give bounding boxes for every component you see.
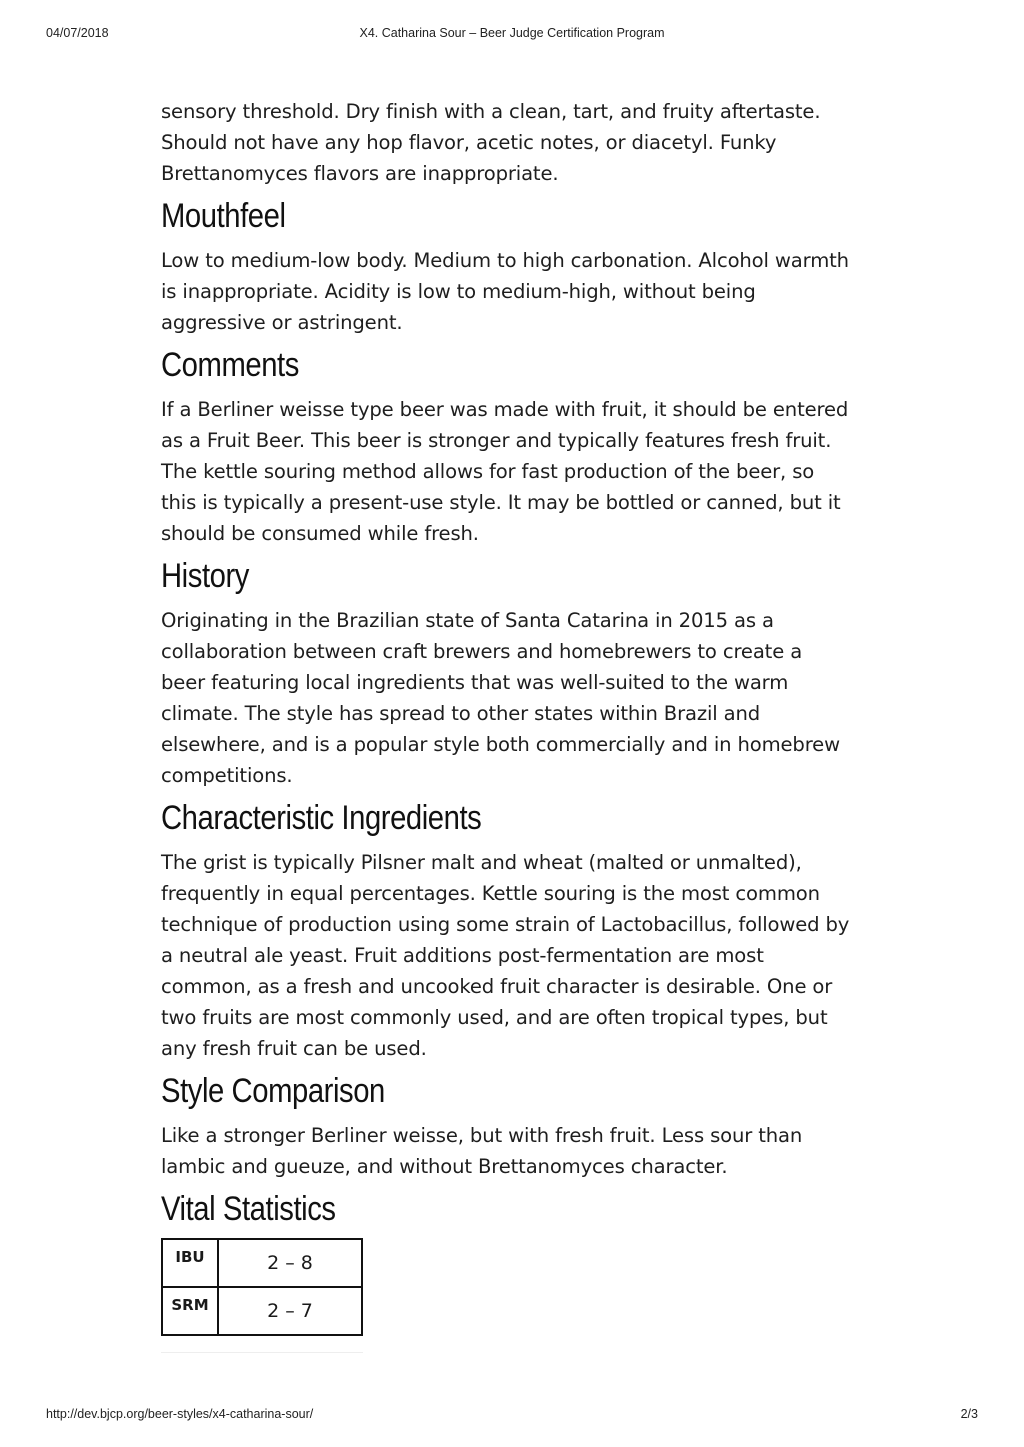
- vital-statistics-table: [161, 1238, 363, 1336]
- mouthfeel-paragraph: Low to medium-low body. Medium to high carbonation. Alcohol warmth is inappropriate. Acidity is low to medium-high, without being aggressive or astringent.: [161, 249, 849, 334]
- table-row: [162, 1287, 362, 1335]
- divider: [161, 1352, 363, 1353]
- heading-style-comparison: Style Comparison: [161, 1072, 385, 1110]
- print-date: 04/07/2018: [46, 26, 109, 40]
- ibu-value: 2 – 8: [218, 1239, 362, 1287]
- heading-comments: Comments: [161, 346, 299, 384]
- page-url-link[interactable]: http://dev.bjcp.org/beer-styles/x4-catharina-sour/: [46, 1407, 314, 1421]
- intro-paragraph: sensory threshold. Dry finish with a clean, tart, and fruity aftertaste. Should not have any hop flavor, acetic notes, or diacetyl. Funky Brettanomyces flavors are inappropriate.: [161, 100, 821, 185]
- heading-mouthfeel: Mouthfeel: [161, 197, 286, 235]
- heading-history: History: [161, 557, 249, 595]
- article-content: [161, 96, 851, 1353]
- history-paragraph: Originating in the Brazilian state of Santa Catarina in 2015 as a collaboration between craft brewers and homebrewers to create a beer featuring local ingredients that was well-suited to the warm climate. The style has spread to other states within Brazil and elsewhere, and is a popular style both commercially and in homebrew competitions.: [161, 609, 840, 787]
- heading-ingredients: Characteristic Ingredients: [161, 799, 482, 837]
- ingredients-paragraph: The grist is typically Pilsner malt and wheat (malted or unmalted), frequently in equal percentages. Kettle souring is the most common technique of production using some strain of Lactobacillus, followed by a neutral ale yeast. Fruit additions post-fermentation are most common, as a fresh and uncooked fruit character is desirable. One or two fruits are most commonly used, and are often tropical types, but any fresh fruit can be used.: [161, 851, 850, 1060]
- heading-vital-statistics: Vital Statistics: [161, 1190, 336, 1228]
- table-row: [162, 1239, 362, 1287]
- ibu-label: IBU: [162, 1239, 218, 1287]
- print-footer: [46, 1407, 978, 1423]
- print-header: [46, 26, 978, 42]
- style-comparison-paragraph: Like a stronger Berliner weisse, but with fresh fruit. Less sour than lambic and gueuze, and without Brettanomyces character.: [161, 1124, 803, 1178]
- comments-paragraph: If a Berliner weisse type beer was made with fruit, it should be entered as a Fruit Beer. This beer is stronger and typically features fresh fruit. The kettle souring method allows for fast production of the beer, so this is typically a present-use style. It may be bottled or canned, but it should be consumed while fresh.: [161, 398, 849, 545]
- print-title: X4. Catharina Sour – Beer Judge Certification Program: [359, 26, 665, 40]
- page-number: 2/3: [960, 1407, 978, 1421]
- srm-label: SRM: [162, 1287, 218, 1335]
- srm-value: 2 – 7: [218, 1287, 362, 1335]
